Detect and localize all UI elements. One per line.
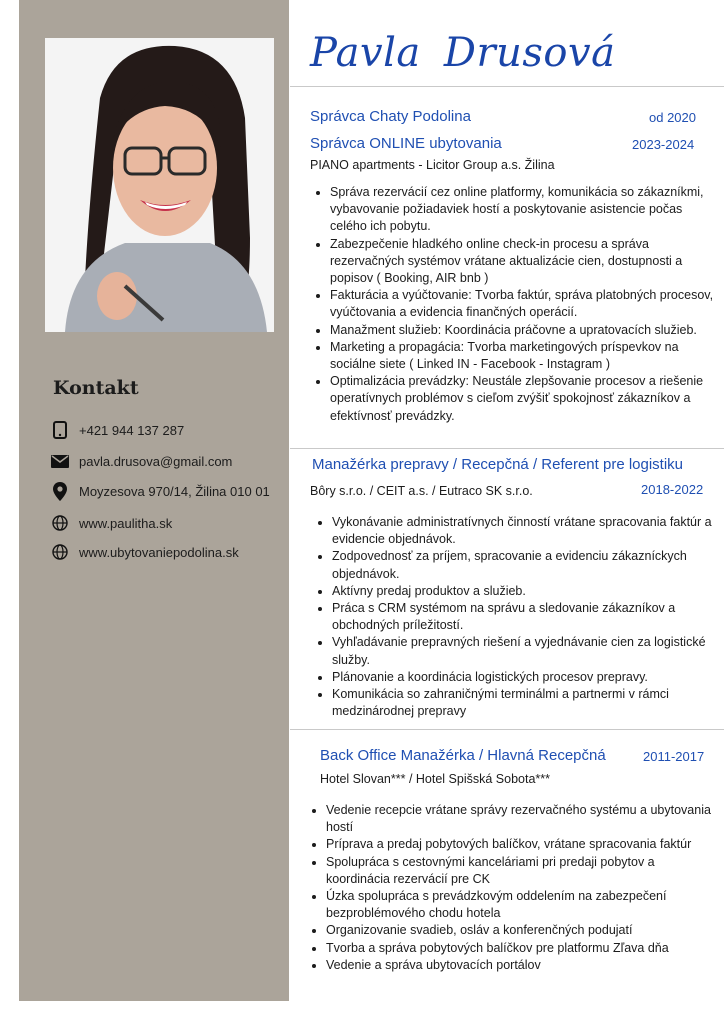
list-item: • Aktívny predaj produktov a služieb. [332,583,724,600]
job2-title: Manažérka prepravy / Recepčná / Referent pre logistiku [312,456,684,473]
job1-title-1: Správca Chaty Podolina [310,108,471,125]
email-text: pavla.drusova@gmail.com [79,453,233,469]
contact-email [51,452,232,470]
divider [290,729,724,730]
list-item: • Marketing a propagácia: Tvorba marketingových príspevkov na sociálne siete ( Linked IN - Facebook - Instagram ) [330,339,721,373]
profile-photo [45,38,274,332]
list-item: • Optimalizácia prevádzky: Neustále zlepšovanie procesov a riešenie operatívnych problémov s cieľom zvýšiť spokojnosť zákazníkov a efektívnosť prevádzky. [330,373,721,425]
email-icon [51,452,69,470]
contact-heading: Kontakt [53,377,139,399]
list-item: • Vykonávanie administratívnych činností vrátane spracovania faktúr a evidencie objednávok. [332,514,724,548]
contact-web-1 [51,514,172,532]
website-link[interactable]: www.paulitha.sk [79,515,173,531]
phone-icon [51,421,69,439]
list-item: • Zabezpečenie hladkého online check-in procesu a správa rezervačných systémov vrátane aktualizácie cien, dostupnosti a popisov ( Booking, AIR bnb ) [330,236,721,288]
list-item: • Plánovanie a koordinácia logistických procesov prepravy. [332,669,724,686]
divider [290,86,724,87]
job1-bullets [311,184,721,425]
sidebar [19,0,289,1001]
list-item: • Zodpovednosť za príjem, spracovanie a evidenciu zákazníckych objednávok. [332,548,724,582]
list-item: • Správa rezervácií cez online platformy, komunikácia so zákazníkmi, vybavovanie požiadaviek hostí a poskytovanie asistencie počas celého ich pobytu. [330,184,721,236]
list-item: • Manažment služieb: Koordinácia práčovne a upratovacích služieb. [330,322,721,339]
location-pin-icon [51,482,69,500]
list-item: • Práca s CRM systémom na správu a sledovanie zákazníkov a obchodných príležitostí. [332,600,724,634]
job2-bullets [313,514,724,720]
full-name: Pavla Drusová [310,30,616,76]
list-item: • Tvorba a správa pobytových balíčkov pre platformu Zľava dňa [326,940,714,957]
job1-title-2: Správca ONLINE ubytovania [310,135,502,152]
list-item: • Úzka spolupráca s prevádzkovým oddelením na zabezpečení bezproblémového chodu hotela [326,888,714,922]
contact-web-2 [51,543,239,561]
job2-date: 2018-2022 [641,482,704,497]
list-item: • Komunikácia so zahraničnými terminálmi a partnermi v rámci medzinárodnej prepravy [332,686,724,720]
job1-date-1: od 2020 [649,110,696,125]
job1-date-2: 2023-2024 [632,137,695,152]
list-item: • Spolupráca s cestovnými kanceláriami pri predaji pobytov a koordinácia rezervácií pre CK [326,854,714,888]
job1-company: PIANO apartments - Licitor Group a.s. Žilina [310,158,555,172]
contact-phone [51,421,184,439]
job2-company: Bôry s.r.o. / CEIT a.s. / Eutraco SK s.r.o. [310,484,533,498]
contact-address [51,482,270,500]
list-item: • Fakturácia a vyúčtovanie: Tvorba faktúr, správa platobných procesov, vyúčtovania a evidencia finančných operácií. [330,287,721,321]
job3-company: Hotel Slovan*** / Hotel Spišská Sobota*** [320,772,550,786]
job3-title: Back Office Manažérka / Hlavná Recepčná [320,747,606,764]
list-item: • Vyhľadávanie prepravných riešení a vyjednávanie cien za logistické služby. [332,634,724,668]
list-item: • Vedenie a správa ubytovacích portálov [326,957,714,974]
list-item: • Organizovanie svadieb, osláv a konferenčných podujatí [326,922,714,939]
globe-icon [51,543,69,561]
website-link[interactable]: www.ubytovaniepodolina.sk [79,544,239,560]
job3-date: 2011-2017 [643,749,705,764]
phone-text: +421 944 137 287 [79,422,185,438]
list-item: • Vedenie recepcie vrátane správy rezervačného systému a ubytovania hostí [326,802,714,836]
address-text: Moyzesova 970/14, Žilina 010 01 [79,483,270,499]
globe-icon [51,514,69,532]
list-item: • Príprava a predaj pobytových balíčkov, vrátane spracovania faktúr [326,836,714,853]
divider [290,448,724,449]
job3-bullets [307,802,714,974]
